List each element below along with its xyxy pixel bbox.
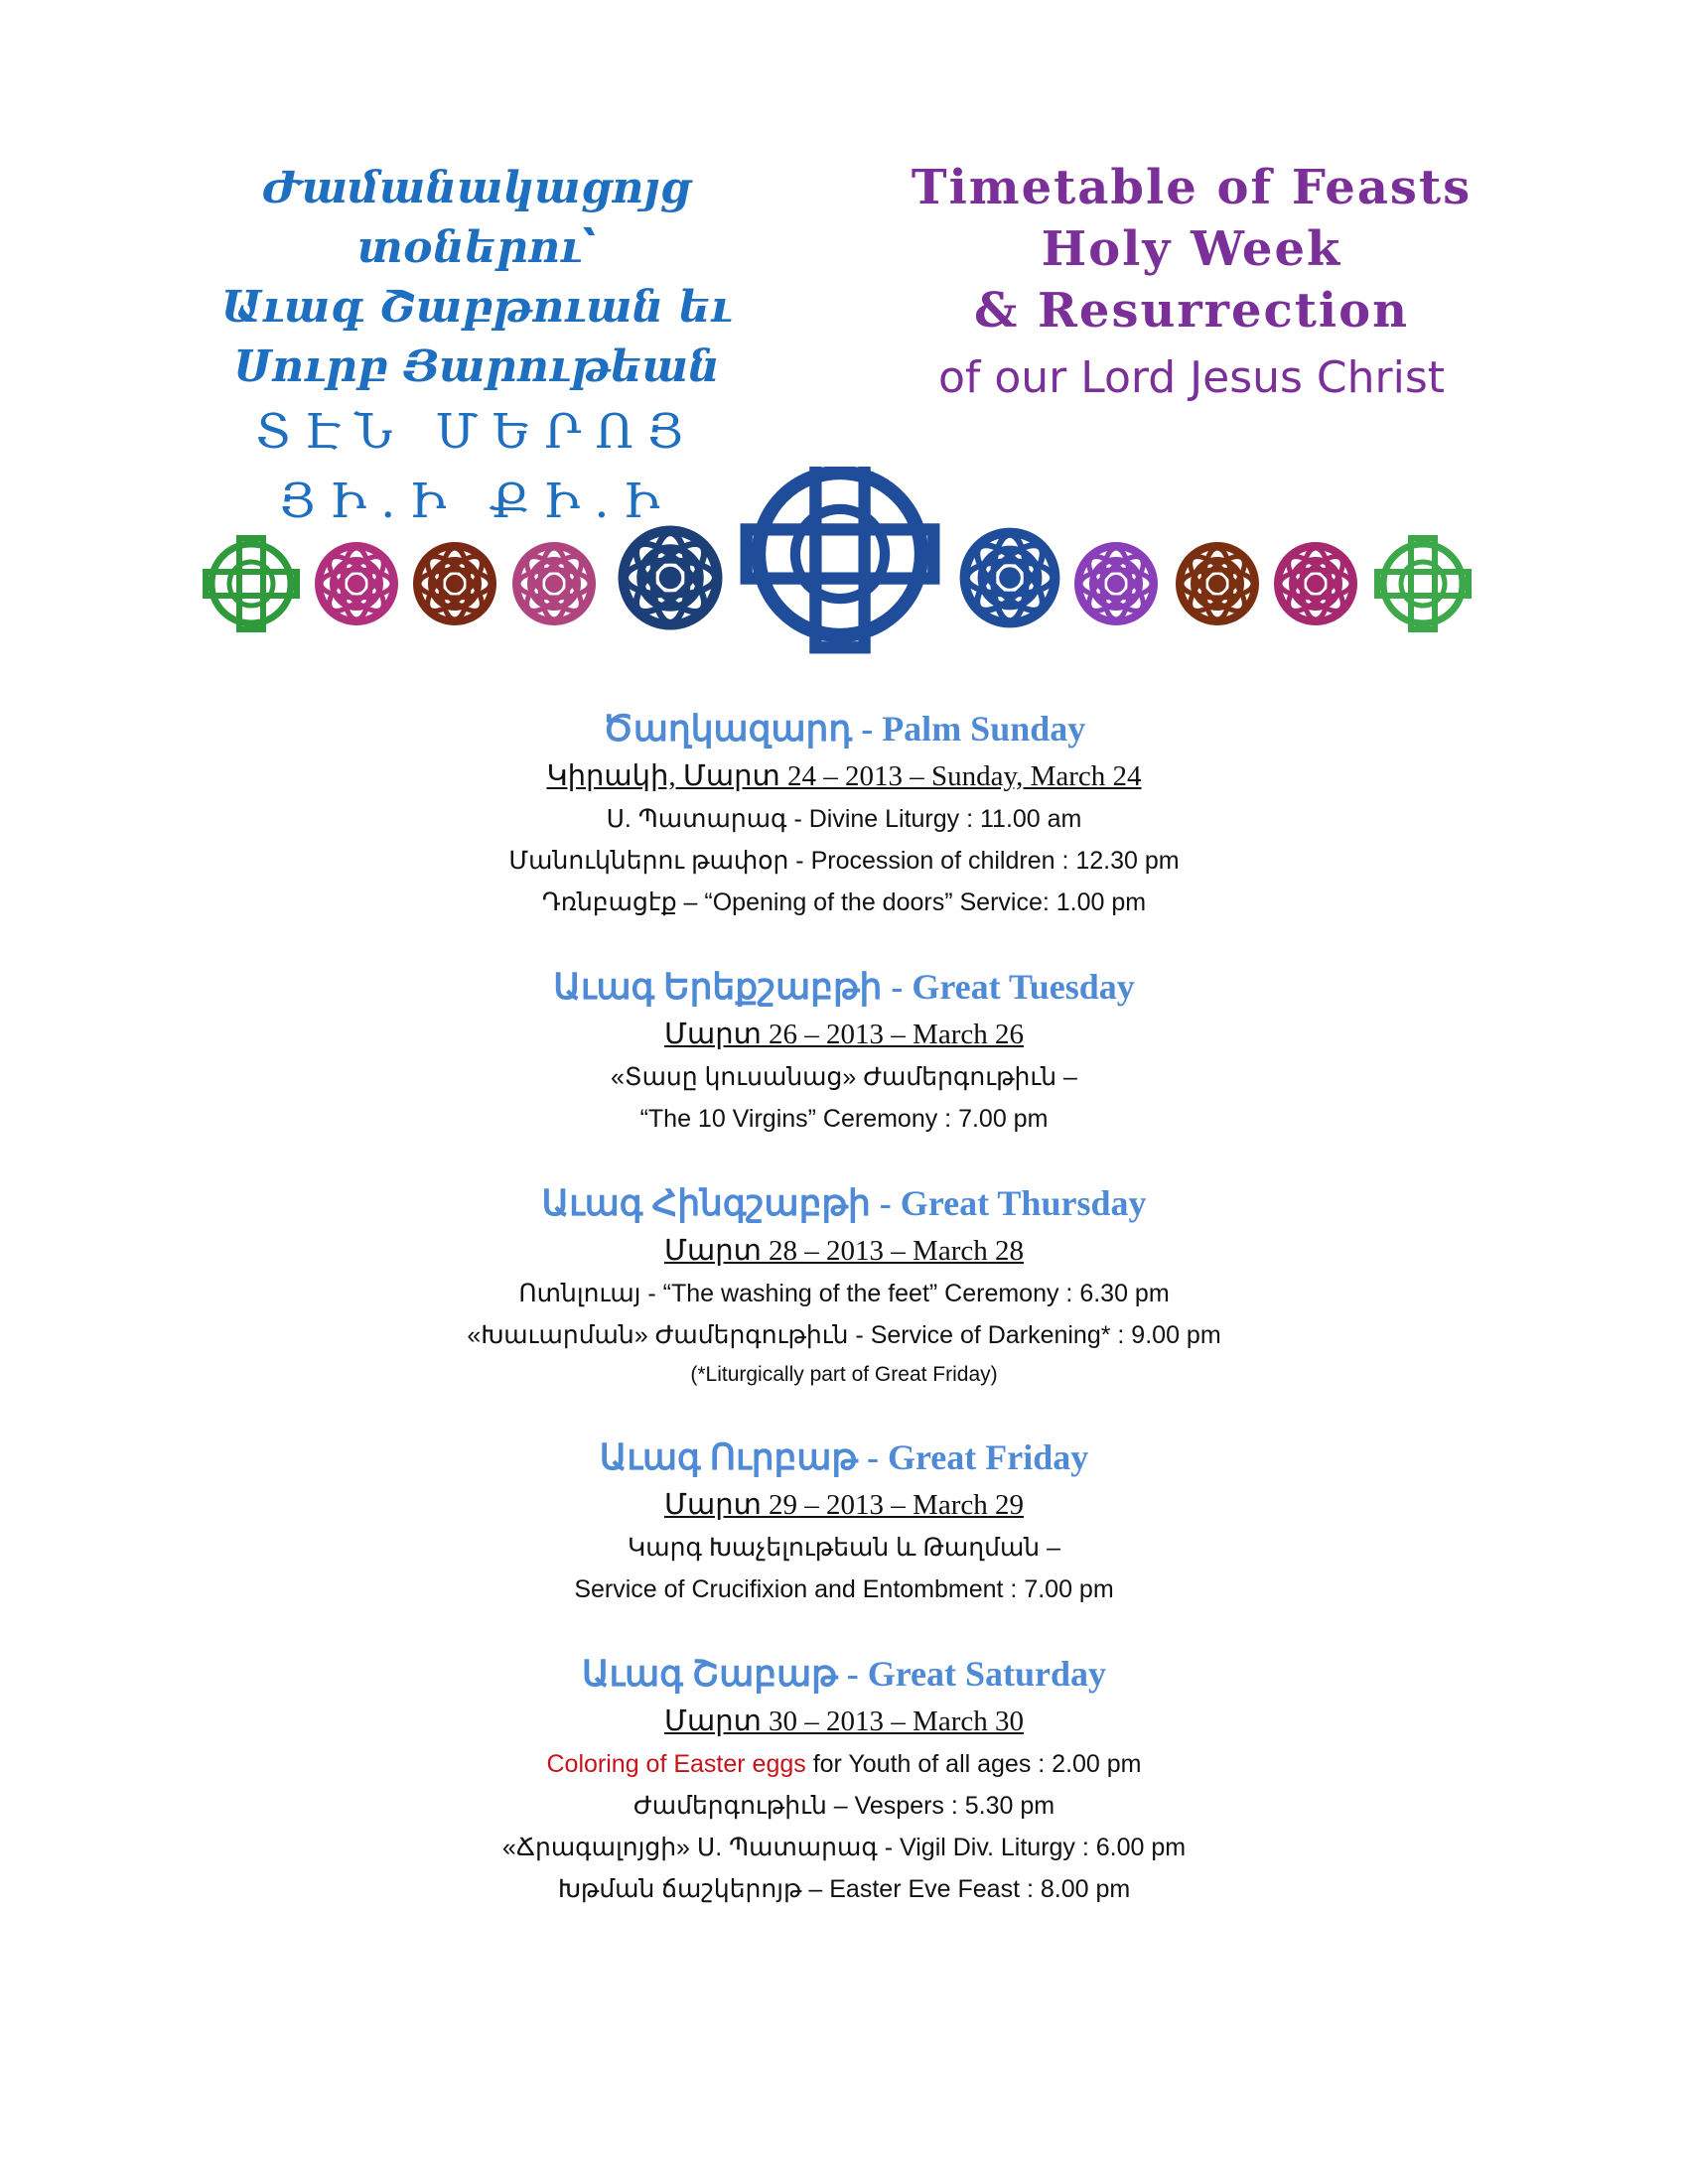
ornament-navy-1	[624, 531, 718, 625]
section-title: Աւագ Շաբաթ - Great Saturday	[581, 1654, 1107, 1694]
ornament-magenta-2	[1278, 546, 1353, 621]
english-title-line-1: Timetable of Feasts	[911, 160, 1473, 215]
schedule-line: Ոտնլուայ - “The washing of the feet” Ceremony : 6.30 pm	[518, 1280, 1170, 1307]
schedule-line: Խթման ճաշկերոյթ – Easter Eve Feast : 8.00 pm	[557, 1875, 1131, 1903]
armenian-title-line-1: Ժամանակացոյց տօներու՝	[262, 163, 691, 273]
schedule-line-text: for Youth of all ages : 2.00 pm	[805, 1750, 1142, 1778]
schedule-line: «Խաւարման» Ժամերգութիւն - Service of Darkening* : 9.00 pm	[467, 1321, 1221, 1349]
english-title-line-3: & Resurrection	[973, 283, 1410, 339]
section-great-tuesday	[0, 961, 1688, 1140]
armenian-title-line-2: Աւագ Շաբթուան եւ	[220, 282, 733, 333]
schedule-line: Կարգ Խաչելութեան և Թաղման –	[628, 1534, 1060, 1562]
ornament-magenta-1	[319, 546, 394, 621]
english-subtitle: of our Lord Jesus Christ	[937, 352, 1446, 403]
section-title: Աւագ Հինգշաբթի - Great Thursday	[541, 1183, 1147, 1223]
section-title: Աւագ Ուրբաթ - Great Friday	[599, 1437, 1089, 1477]
schedule-line: Ժամերգութիւն – Vespers : 5.30 pm	[633, 1792, 1055, 1820]
section-date: Կիրակի, Մարտ 24 – 2013 – Sunday, March 24	[546, 760, 1142, 792]
schedule-line: Մանուկներու թափօր - Procession of children : 12.30 pm	[508, 847, 1180, 875]
schedule-line: Ս. Պատարագ - Divine Liturgy : 11.00 am	[606, 805, 1082, 833]
ornament-pink-1	[516, 546, 592, 621]
holy-week-schedule	[0, 703, 1688, 1948]
schedule-line: Դռնբացէք – “Opening of the doors” Service: 1.00 pm	[541, 888, 1147, 916]
highlighted-text: Coloring of Easter eggs	[546, 1750, 806, 1778]
schedule-line	[0, 1743, 1688, 1785]
section-title: Աւագ Երեքշաբթի - Great Tuesday	[553, 967, 1135, 1007]
section-date: Մարտ 30 – 2013 – March 30	[663, 1706, 1024, 1737]
english-title-line-2: Holy Week	[1041, 221, 1342, 277]
ornament-purple-1	[1078, 546, 1154, 621]
schedule-line: “The 10 Virgins” Ceremony : 7.00 pm	[639, 1105, 1049, 1133]
schedule-line: «Ճրագալոյցի» Ս. Պատարագ - Vigil Div. Liturgy : 6.00 pm	[501, 1834, 1187, 1861]
section-date: Մարտ 29 – 2013 – March 29	[663, 1489, 1024, 1521]
section-great-thursday	[0, 1177, 1688, 1394]
section-title: Ծաղկազարդ - Palm Sunday	[602, 709, 1086, 749]
schedule-line: Service of Crucifixion and Entombment : 7.00 pm	[574, 1575, 1114, 1603]
schedule-line: «Տասը կուսանաց» Ժամերգութիւն –	[611, 1063, 1077, 1091]
armenian-title-line-3: Սուրբ Յարութեան	[233, 341, 720, 392]
ornament-green-left	[206, 538, 297, 629]
ornament-center-cross	[747, 467, 934, 647]
armenian-title-line-4: ՏԷՆ ՄԵՐՈՅ ՅԻ.Ի ՔԻ.Ի	[255, 404, 698, 529]
english-title	[894, 157, 1489, 413]
ornament-brown-1	[417, 546, 492, 621]
section-great-friday	[0, 1432, 1688, 1610]
section-palm-sunday	[0, 703, 1688, 923]
ornament-brown-2	[1180, 546, 1255, 621]
ornament-navy-2	[964, 532, 1055, 622]
section-date: Մարտ 28 – 2013 – March 28	[663, 1235, 1024, 1267]
ornament-green-right	[1377, 538, 1469, 629]
section-date: Մարտ 26 – 2013 – March 26	[663, 1019, 1024, 1050]
section-great-saturday	[0, 1648, 1688, 1910]
celtic-knot-ornament-row	[0, 467, 1688, 665]
schedule-note: (*Liturgically part of Great Friday)	[690, 1363, 998, 1386]
